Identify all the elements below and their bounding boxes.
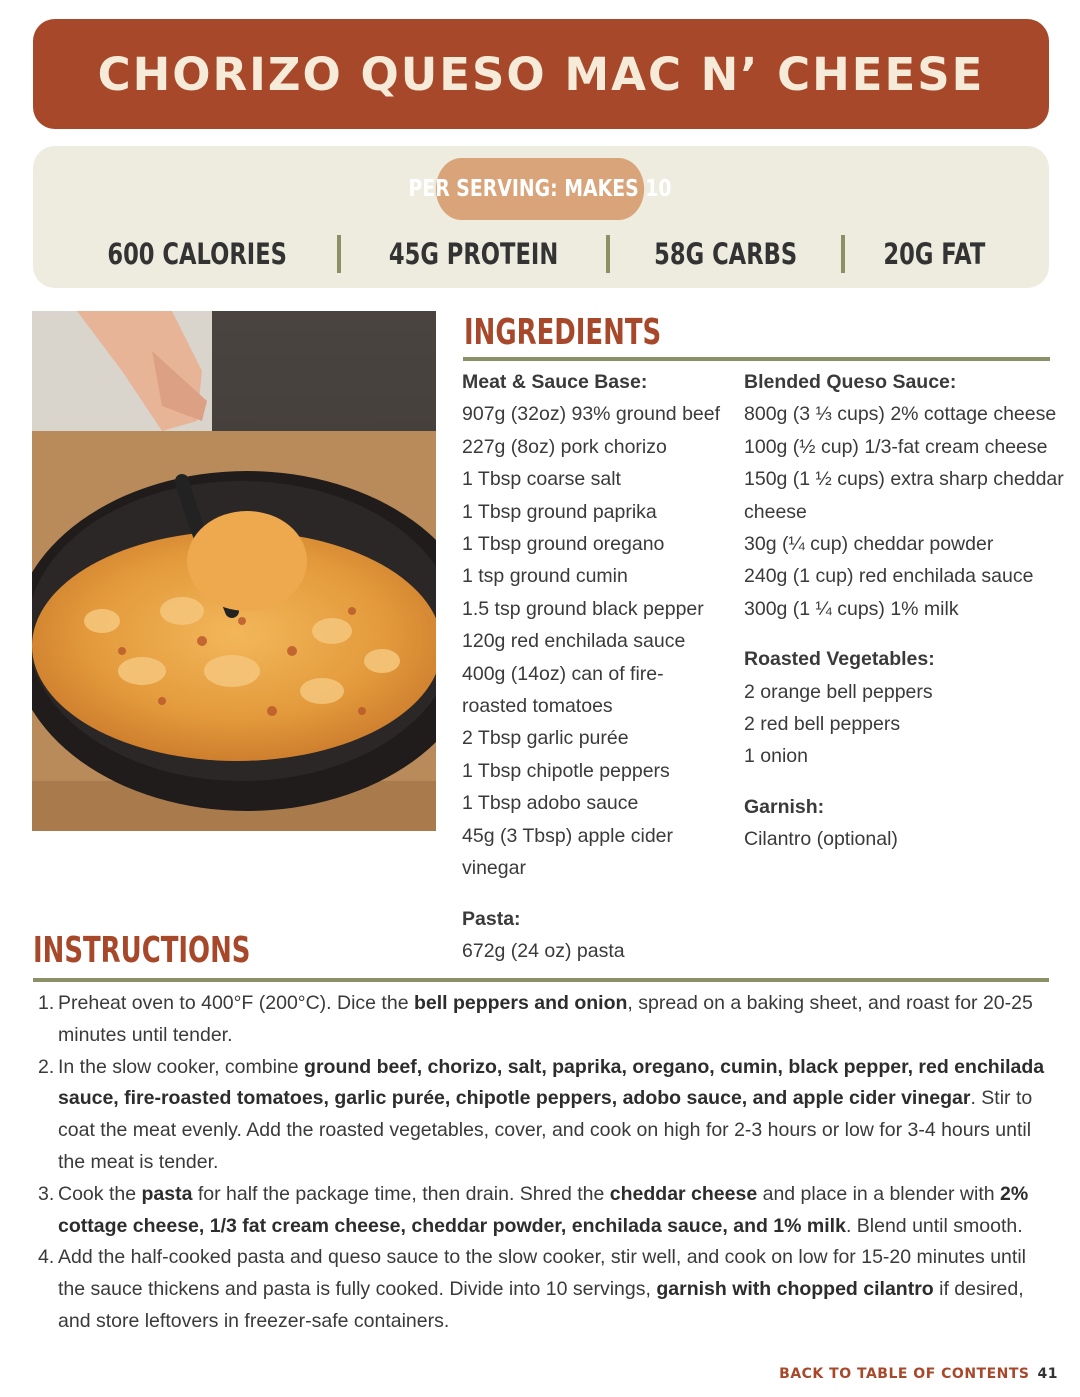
ingredient-item: 1 Tbsp ground paprika [462, 500, 657, 523]
ingredients-heading: INGREDIENTS [464, 312, 662, 353]
macro-divider [606, 235, 610, 273]
ingredient-item: 100g (½ cup) 1/3-fat cream cheese [744, 435, 1048, 458]
ingredient-list-garnish [744, 823, 1069, 855]
instruction-step [34, 1179, 1046, 1243]
ingredient-item: 1 Tbsp coarse salt [462, 468, 621, 491]
ingredient-item: 45g (3 Tbsp) apple cider vinegar [462, 824, 674, 880]
ingredients-divider [463, 357, 1050, 361]
ingredient-item: 2 Tbsp garlic purée [462, 727, 629, 750]
serving-badge: PER SERVING: MAKES 10 [436, 158, 644, 220]
ingredient-group-title: Garnish: [744, 795, 825, 818]
macro-protein: 45G PROTEIN [388, 237, 558, 271]
slow-cooker-pasta-image [32, 311, 436, 831]
step-text: Cook the [58, 1182, 142, 1205]
step-text: if desired, and store leftovers in freezer-safe containers. [58, 1278, 1024, 1332]
ingredient-item: 1 Tbsp adobo sauce [462, 792, 639, 815]
back-to-contents-link[interactable]: BACK TO TABLE OF CONTENTS [779, 1366, 1030, 1382]
ingredient-item: 907g (32oz) 93% ground beef [462, 403, 721, 426]
ingredient-item: 2 red bell peppers [744, 713, 901, 736]
title-banner [33, 19, 1049, 129]
ingredient-item: 400g (14oz) can of fire-roasted tomatoes [462, 662, 664, 718]
ingredient-group-title: Blended Queso Sauce: [744, 371, 957, 393]
macro-divider [841, 235, 845, 273]
step-number: 4. [38, 1246, 55, 1269]
ingredients-right-column [744, 366, 1069, 856]
step-text: for half the package time, then drain. Shred the [192, 1182, 610, 1205]
macro-carbs: 58G CARBS [653, 237, 797, 271]
step-text: and place in a blender with [757, 1182, 1001, 1205]
step-text: Add the half-cooked pasta and queso sauce to the slow cooker, stir well, and cook on low for 15-20 minutes until the sauce thickens and pasta is fully cooked. Divide into 10 servings, [58, 1246, 1026, 1301]
macros-row [33, 232, 1049, 276]
ingredient-item: 240g (1 cup) red enchilada sauce [744, 565, 1034, 588]
instruction-step [34, 1242, 1046, 1337]
instruction-step [34, 988, 1046, 1052]
ingredient-group-title: Pasta: [462, 907, 521, 930]
ingredient-item: 1 Tbsp ground oregano [462, 533, 665, 556]
page-number: 41 [1037, 1366, 1058, 1382]
macro-divider [337, 235, 341, 273]
ingredient-item: 1 onion [744, 745, 808, 768]
ingredients-left-column [462, 366, 732, 967]
instruction-steps [34, 988, 1046, 1338]
step-text: Preheat oven to 400°F (200°C). Dice the [58, 992, 414, 1014]
instructions-divider [33, 978, 1049, 982]
step-text-bold: pasta [141, 1182, 193, 1205]
ingredient-item: 672g (24 oz) pasta [462, 939, 625, 962]
instruction-step [34, 1052, 1046, 1179]
ingredient-item: Cilantro (optional) [744, 828, 898, 851]
step-text-bold: 2% cottage cheese, 1/3 fat cream cheese, cheddar powder, enchilada sauce, and 1% milk [58, 1182, 1029, 1237]
recipe-photo [32, 311, 436, 831]
nutrition-panel [33, 146, 1049, 288]
recipe-title: CHORIZO QUESO MAC N’ CHEESE [97, 47, 985, 101]
step-text-bold: garnish with chopped cilantro [656, 1278, 934, 1301]
macro-calories: 600 CALORIES [107, 237, 288, 271]
step-text-bold: ground beef, chorizo, salt, paprika, oregano, cumin, black pepper, red enchilada sauce, fire-roasted tomatoes, garlic purée, chipotle peppers, adobo sauce, and apple cider vinegar [58, 1055, 1045, 1110]
ingredient-item: 2 orange bell peppers [744, 680, 933, 703]
ingredient-list-meat-sauce [462, 398, 732, 884]
step-text: . Stir to coat the meat evenly. Add the roasted vegetables, cover, and cook on high for 2-3 hours or low for 3-4 hours until the meat is tender. [58, 1087, 1033, 1173]
ingredient-list-pasta [462, 935, 732, 967]
ingredient-item: 150g (1 ½ cups) extra sharp cheddar cheese [744, 468, 1064, 523]
step-number: 1. [38, 992, 55, 1014]
ingredient-item: 120g red enchilada sauce [462, 630, 686, 653]
ingredient-group-title: Meat & Sauce Base: [462, 371, 648, 393]
step-text: In the slow cooker, combine [58, 1055, 305, 1078]
ingredient-list-queso [744, 398, 1069, 625]
ingredient-list-vegetables [744, 676, 1069, 773]
step-text: , spread on a baking sheet, and roast for 20-25 minutes until tender. [58, 992, 1033, 1046]
ingredient-item: 1 Tbsp chipotle peppers [462, 759, 670, 782]
macro-fat: 20G FAT [883, 237, 986, 271]
step-number: 2. [38, 1055, 55, 1078]
ingredient-group-title: Roasted Vegetables: [744, 648, 935, 671]
ingredient-item: 30g (¼ cup) cheddar powder [744, 533, 994, 556]
step-number: 3. [38, 1182, 55, 1205]
ingredient-item: 300g (1 ¼ cups) 1% milk [744, 597, 959, 620]
instructions-heading: INSTRUCTIONS [33, 930, 251, 971]
ingredient-item: 800g (3 ⅓ cups) 2% cottage cheese [744, 403, 1057, 426]
ingredient-item: 227g (8oz) pork chorizo [462, 435, 667, 458]
ingredient-item: 1.5 tsp ground black pepper [462, 597, 704, 620]
instructions-body [34, 988, 1046, 1338]
step-text-bold: bell peppers and onion [413, 992, 628, 1014]
footer [779, 1366, 1058, 1382]
step-text-bold: cheddar cheese [609, 1182, 758, 1205]
ingredient-item: 1 tsp ground cumin [462, 565, 628, 588]
step-text: . Blend until smooth. [845, 1214, 1023, 1237]
